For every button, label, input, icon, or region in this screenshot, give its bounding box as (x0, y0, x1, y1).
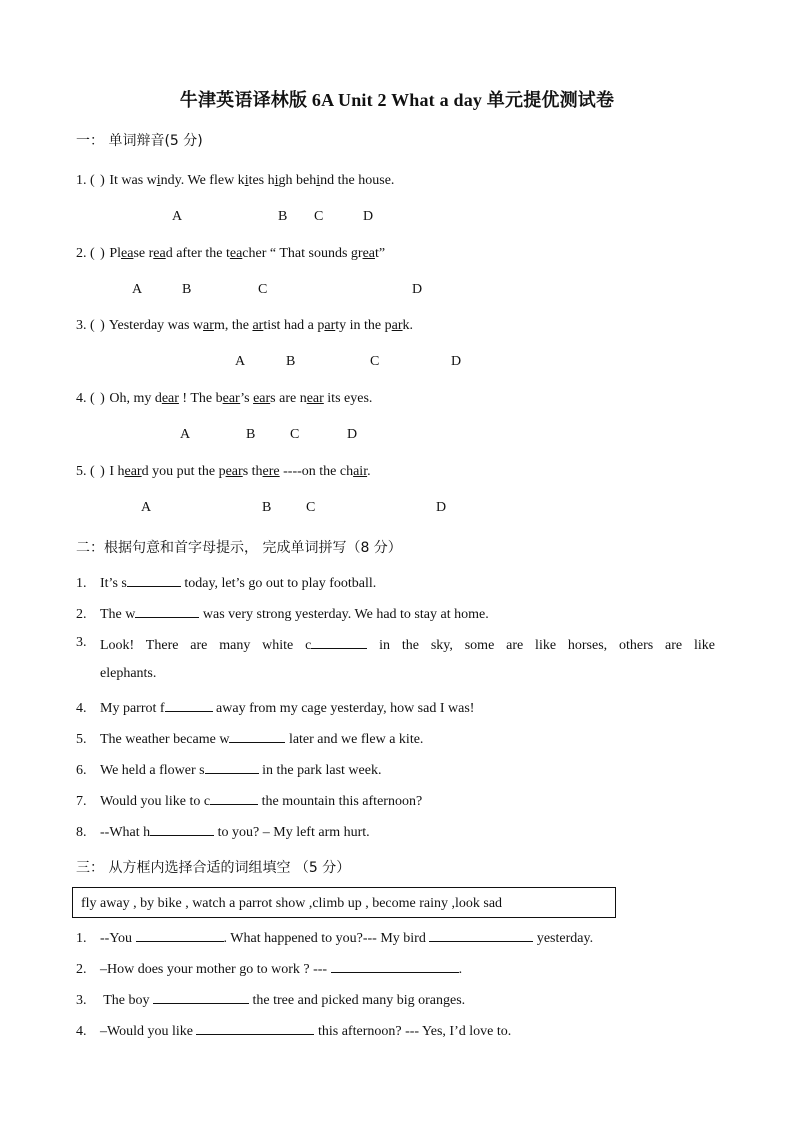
phrase-item-2: 2. –How does your mother go to work ? --- . (76, 959, 462, 978)
spelling-item-3-text: Look! There are many white c in the sky, some are like horses, others are like (100, 635, 715, 654)
phrase-item-1: 1. --You . What happened to you?--- My bird yesterday. (76, 928, 593, 947)
answer-paren: ( ) (90, 464, 106, 479)
answer-paren: ( ) (90, 173, 106, 188)
question-text: It was windy. We flew kites high behind the house. (109, 173, 395, 188)
question-number: 5. (76, 464, 87, 479)
page-title (0, 86, 794, 112)
phrase-item-4: 4. –Would you like this afternoon? --- Yes, I’d love to. (76, 1021, 511, 1040)
answer-blank[interactable] (196, 1021, 314, 1035)
question-number: 2. (76, 246, 87, 261)
section-2-heading: 二：根据句意和首字母提示， 完成单词拼写（8 分） (76, 540, 402, 556)
phonics-question-5 (76, 464, 371, 480)
spelling-item-4: 4. My parrot f away from my cage yesterday, how sad I was! (76, 698, 474, 717)
answer-paren: ( ) (90, 391, 106, 406)
question-number: 1. (76, 173, 87, 188)
answer-blank[interactable] (135, 604, 199, 618)
question-number: 4. (76, 391, 87, 406)
question-number: 3. (76, 318, 87, 333)
phonics-question-1 (76, 173, 394, 189)
title-latin: 6A Unit 2 What a day (307, 90, 487, 110)
question-text: Yesterday was warm, the artist had a party in the park. (108, 318, 414, 333)
spelling-item-3-cont: elephants. (100, 666, 157, 681)
spelling-item-1: 1. It’s s today, let’s go out to play football. (76, 573, 376, 592)
answer-blank[interactable] (429, 928, 533, 942)
question-text: I heard you put the pears there ----on the chair. (109, 464, 371, 479)
phrase-item-3: 3. The boy the tree and picked many big oranges. (76, 990, 465, 1009)
answer-blank[interactable] (127, 573, 181, 587)
answer-blank[interactable] (150, 822, 214, 836)
answer-blank[interactable] (165, 698, 213, 712)
answer-blank[interactable] (229, 729, 285, 743)
section-3-heading: 三： 从方框内选择合适的词组填空 （5 分） (76, 860, 351, 876)
phonics-question-4 (76, 391, 372, 407)
spelling-item-8: 8. --What h to you? – My left arm hurt. (76, 822, 370, 841)
title-cn-1: 牛津英语译林版 (179, 90, 308, 111)
answer-blank[interactable] (153, 990, 249, 1004)
spelling-item-2: 2. The w was very strong yesterday. We had to stay at home. (76, 604, 489, 623)
phrase-box (72, 887, 616, 918)
answer-blank[interactable] (311, 635, 367, 649)
question-text: Oh, my dear ! The bear’s ears are near its eyes. (109, 391, 373, 406)
spelling-item-6: 6. We held a flower s in the park last week. (76, 760, 381, 779)
spelling-item-7: 7. Would you like to c the mountain this afternoon? (76, 791, 422, 810)
answer-paren: ( ) (90, 318, 106, 333)
title-cn-2: 单元提优测试卷 (486, 90, 615, 111)
phrase-box-text: fly away , by bike , watch a parrot show ,climb up , become rainy ,look sad (81, 896, 503, 911)
answer-blank[interactable] (331, 959, 459, 973)
answer-blank[interactable] (210, 791, 258, 805)
answer-paren: ( ) (90, 246, 106, 261)
section-1-heading: 一： 单词辩音(5 分) (76, 133, 203, 149)
spelling-item-3: 3. (76, 635, 87, 650)
phonics-question-2 (76, 246, 385, 262)
spelling-item-5: 5. The weather became w later and we flew a kite. (76, 729, 423, 748)
answer-blank[interactable] (205, 760, 259, 774)
question-text: Please read after the teacher “ That sounds great” (109, 246, 386, 261)
answer-blank[interactable] (136, 928, 224, 942)
phonics-question-3 (76, 318, 413, 334)
